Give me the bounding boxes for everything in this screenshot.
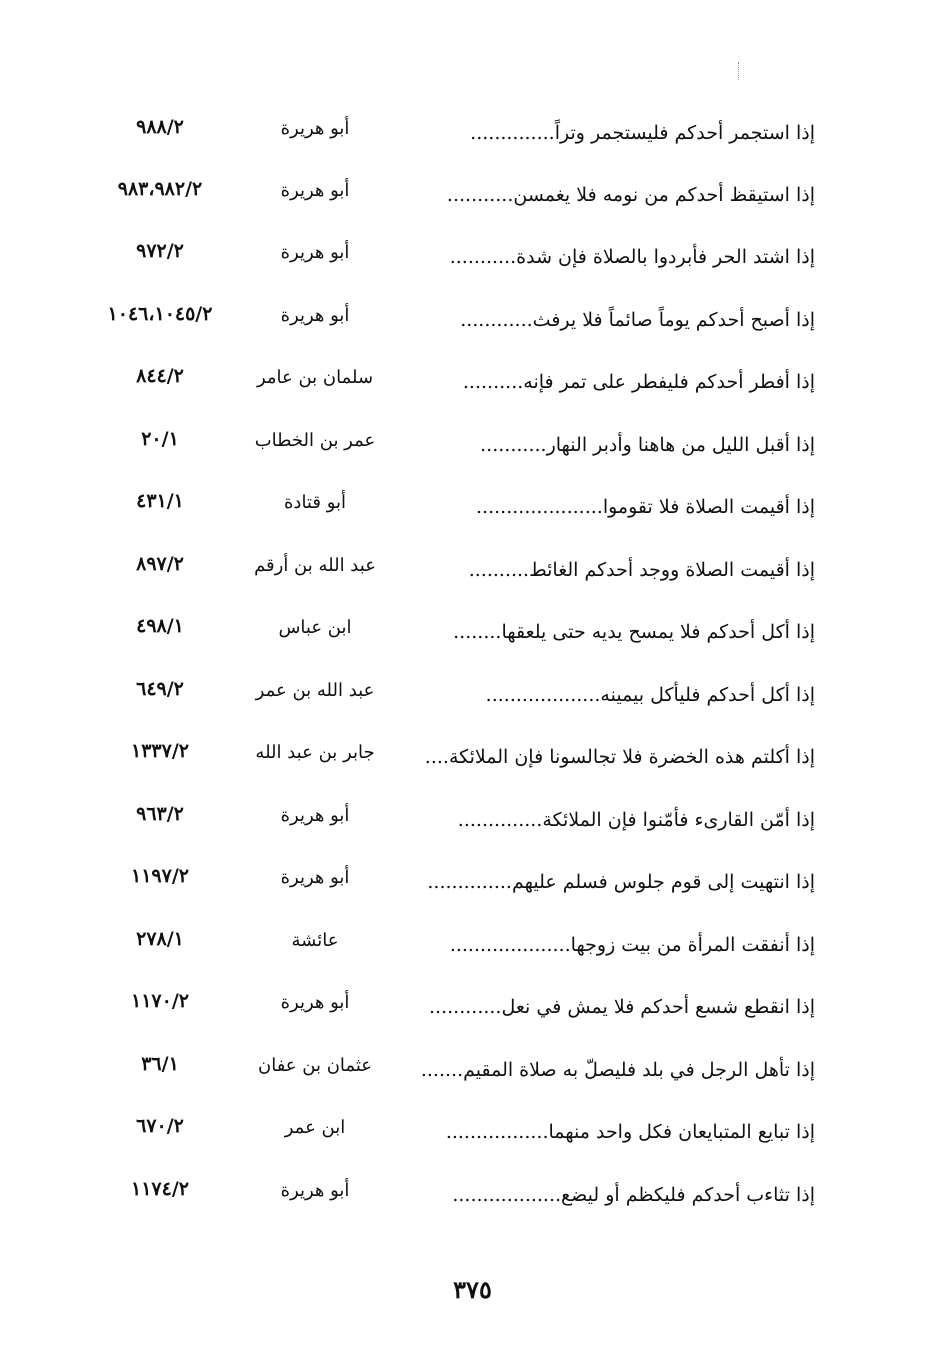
volume-page-reference: ٩٧٢/٢ [136, 240, 184, 262]
volume-page-reference: ١١٩٧/٢ [131, 865, 189, 887]
narrator-name: جابر بن عبد الله [255, 742, 375, 763]
index-row [0, 492, 945, 554]
volume-page-reference: ١١٧٤/٢ [131, 1178, 189, 1200]
volume-page-reference: ٩٨٣،٩٨٢/٢ [117, 178, 203, 200]
index-row [0, 118, 945, 180]
hadith-text: إذا استيقظ أحدكم من نومه فلا يغمسن........... [446, 184, 815, 206]
volume-page-reference: ٦٧٠/٢ [136, 1115, 184, 1137]
volume-page-reference: ٩٦٣/٢ [136, 803, 184, 825]
narrator-name: عائشة [291, 930, 339, 951]
narrator-name: أبو هريرة [280, 992, 350, 1013]
index-row [0, 617, 945, 679]
index-row [0, 242, 945, 304]
hadith-text: إذا تأهل الرجل في بلد فليصلّ به صلاة المقيم....... [420, 1059, 815, 1081]
hadith-text: إذا أنفقت المرأة من بيت زوجها.................... [449, 934, 815, 956]
narrator-name: أبو هريرة [280, 1180, 350, 1201]
index-row [0, 305, 945, 367]
hadith-text: إذا أصبح أحدكم يوماً صائماً فلا يرفث............ [460, 309, 815, 331]
narrator-name: أبو هريرة [280, 305, 350, 326]
hadith-text: إذا أفطر أحدكم فليفطر على تمر فإنه.......... [462, 371, 815, 393]
hadith-text: إذا أكل أحدكم فليأكل بيمينه................... [485, 684, 815, 706]
index-row [0, 1117, 945, 1179]
index-row [0, 805, 945, 867]
index-row [0, 180, 945, 242]
volume-page-reference: ٨٩٧/٢ [136, 553, 184, 575]
index-row [0, 430, 945, 492]
index-row [0, 1180, 945, 1242]
index-row [0, 742, 945, 804]
index-row [0, 367, 945, 429]
hadith-text: إذا أكل أحدكم فلا يمسح يديه حتى يلعقها........ [453, 621, 815, 643]
volume-page-reference: ٦٤٩/٢ [136, 678, 184, 700]
narrator-name: عبد الله بن عمر [255, 680, 375, 701]
volume-page-reference: ٣٦/١ [141, 1053, 179, 1075]
narrator-name: أبو هريرة [280, 118, 350, 139]
narrator-name: ابن عمر [284, 1117, 346, 1138]
narrator-name: عثمان بن عفان [258, 1055, 372, 1076]
hadith-text: إذا أقيمت الصلاة فلا تقوموا..................... [476, 496, 815, 518]
narrator-name: أبو هريرة [280, 867, 350, 888]
hadith-text: إذا أقبل الليل من هاهنا وأدبر النهار........... [480, 434, 815, 456]
volume-page-reference: ٢٧٨/١ [136, 928, 184, 950]
hadith-text: إذا أمّن القارىء فأمّنوا فإن الملائكة.............. [457, 809, 815, 831]
index-row [0, 930, 945, 992]
hadith-text: إذا استجمر أحدكم فليستجمر وتراً.............. [470, 122, 815, 144]
index-row [0, 867, 945, 929]
narrator-name: ابن عباس [278, 617, 352, 638]
volume-page-reference: ٨٤٤/٢ [136, 365, 184, 387]
volume-page-reference: ٤٣١/١ [136, 490, 184, 512]
narrator-name: أبو قتادة [284, 492, 346, 513]
index-row [0, 555, 945, 617]
narrator-name: أبو هريرة [280, 805, 350, 826]
narrator-name: سلمان بن عامر [256, 367, 374, 388]
narrator-name: أبو هريرة [280, 180, 350, 201]
page-number: ٣٧٥ [453, 1275, 492, 1304]
hadith-text: إذا انتهيت إلى قوم جلوس فسلم عليهم.............. [427, 871, 815, 893]
narrator-name: عمر بن الخطاب [254, 430, 376, 451]
volume-page-reference: ٩٨٨/٢ [136, 116, 184, 138]
hadith-text: إذا انقطع شسع أحدكم فلا يمش في نعل............ [429, 996, 815, 1018]
index-row [0, 992, 945, 1054]
hadith-text: إذا أكلتم هذه الخضرة فلا تجالسونا فإن الملائكة.... [424, 746, 815, 768]
volume-page-reference: ١٣٣٧/٢ [131, 740, 189, 762]
index-row [0, 680, 945, 742]
hadith-text: إذا تبايع المتبايعان فكل واحد منهما................. [445, 1121, 815, 1143]
narrator-name: عبد الله بن أرقم [254, 555, 376, 576]
hadith-text: إذا أقيمت الصلاة ووجد أحدكم الغائط.......... [468, 559, 815, 581]
hadith-text: إذا تثاءب أحدكم فليكظم أو ليضع.................. [452, 1184, 815, 1206]
volume-page-reference: ٢٠/١ [141, 428, 179, 450]
scan-mark [738, 62, 741, 80]
volume-page-reference: ١١٧٠/٢ [131, 990, 189, 1012]
volume-page-reference: ٤٩٨/١ [136, 615, 184, 637]
volume-page-reference: ١٠٤٦،١٠٤٥/٢ [107, 303, 213, 325]
index-row [0, 1055, 945, 1117]
hadith-text: إذا اشتد الحر فأبردوا بالصلاة فإن شدة........... [449, 246, 815, 268]
narrator-name: أبو هريرة [280, 242, 350, 263]
